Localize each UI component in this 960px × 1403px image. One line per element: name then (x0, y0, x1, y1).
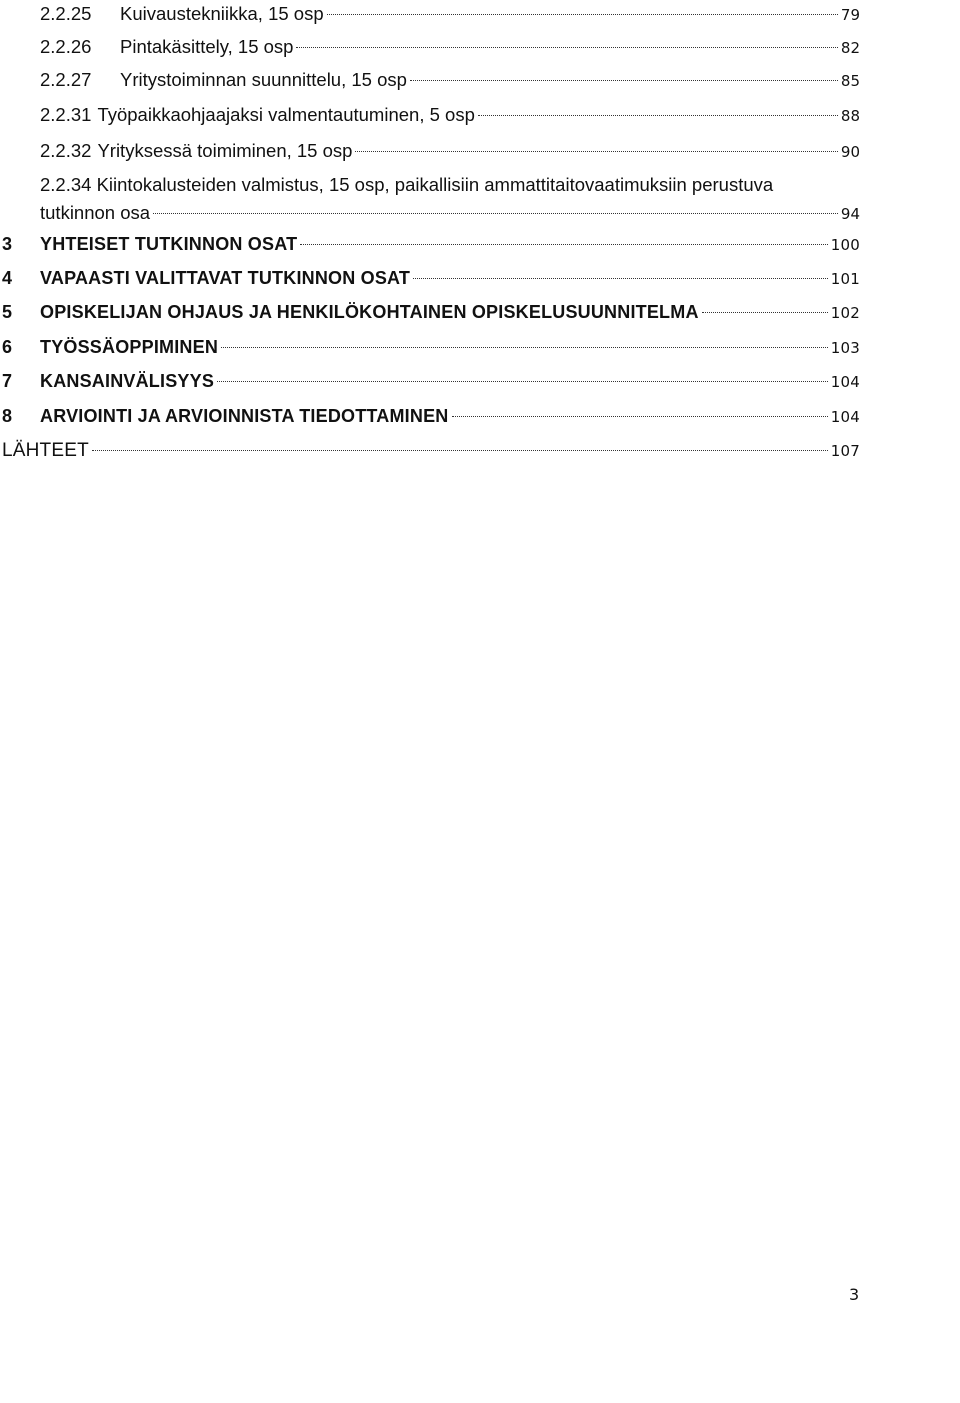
toc-chapter-entry[interactable] (0, 333, 860, 361)
toc-entry[interactable] (0, 137, 860, 165)
toc-chapter-page: 102 (830, 304, 860, 322)
toc-references-entry[interactable] (0, 437, 860, 465)
toc-entry-title: Kuivaustekniikka, 15 osp (120, 3, 324, 24)
toc-chapter-page: 104 (830, 408, 860, 426)
dot-leader (153, 213, 838, 214)
toc-chapter-entry[interactable] (0, 402, 860, 430)
toc-chapter-entry[interactable] (0, 264, 860, 292)
toc-chapter-entry[interactable] (0, 298, 860, 326)
dot-leader (327, 14, 838, 15)
toc-entry-wrapped[interactable] (40, 171, 860, 228)
toc-entry-page: 85 (840, 72, 860, 90)
toc-chapter-number: 4 (2, 268, 13, 288)
toc-entry-page: 82 (840, 39, 860, 57)
toc-chapter-page: 100 (830, 236, 860, 254)
toc-chapter-number: 6 (2, 337, 13, 357)
dot-leader (300, 244, 827, 245)
toc-chapter-number: 7 (2, 371, 13, 391)
toc-references-title: LÄHTEET (2, 440, 89, 461)
toc-entry-line1 (40, 171, 860, 199)
toc-chapter-entry[interactable] (0, 230, 860, 258)
dot-leader (217, 381, 828, 382)
toc-chapter-page: 104 (830, 373, 860, 391)
dot-leader (296, 47, 837, 48)
toc-chapter-title: YHTEISET TUTKINNON OSAT (40, 234, 298, 254)
toc-entry-number: 2.2.27 (40, 69, 92, 90)
toc-entry-title-continued: tutkinnon osa (40, 202, 151, 223)
toc-entry-line2 (40, 199, 860, 228)
dot-leader (452, 416, 828, 417)
toc-entry-number: 2.2.26 (40, 36, 92, 57)
toc-entry-title: Kiintokalusteiden valmistus, 15 osp, paikallisiin ammattitaitovaatimuksiin perustuva (96, 174, 774, 195)
toc-chapter-entry[interactable] (0, 367, 860, 395)
toc-entry[interactable] (0, 66, 860, 94)
toc-entry-title: Yritystoiminnan suunnittelu, 15 osp (120, 69, 407, 90)
toc-chapter-title: ARVIOINTI JA ARVIOINNISTA TIEDOTTAMINEN (40, 406, 449, 426)
toc-references-page: 107 (830, 442, 860, 460)
toc-entry-title: Yrityksessä toimiminen, 15 osp (97, 140, 353, 161)
toc-chapter-number: 8 (2, 406, 13, 426)
toc-chapter-number: 5 (2, 302, 13, 322)
dot-leader (92, 450, 828, 451)
toc-chapter-title: KANSAINVÄLISYYS (40, 371, 215, 391)
toc-entry-title: Pintakäsittely, 15 osp (120, 36, 294, 57)
toc-chapter-title: OPISKELIJAN OHJAUS JA HENKILÖKOHTAINEN OPISKELUSUUNNITELMA (40, 302, 699, 322)
dot-leader (221, 347, 828, 348)
dot-leader (478, 115, 838, 116)
toc-entry-page: 90 (840, 143, 860, 161)
page-number: 3 (849, 1285, 860, 1304)
toc-chapter-title: TYÖSSÄOPPIMINEN (40, 337, 219, 357)
toc-entry[interactable] (0, 101, 860, 129)
dot-leader (702, 312, 828, 313)
dot-leader (413, 278, 828, 279)
dot-leader (410, 80, 838, 81)
toc-chapter-page: 101 (830, 270, 860, 288)
toc-entry-page: 94 (840, 205, 860, 223)
toc-entry-number: 2.2.25 (40, 3, 92, 24)
toc-entry-number: 2.2.34 (40, 174, 92, 195)
toc-entry[interactable] (0, 33, 860, 61)
toc-chapter-title: VAPAASTI VALITTAVAT TUTKINNON OSAT (40, 268, 411, 288)
toc-entry-page: 79 (840, 6, 860, 24)
toc-entry-title: Työpaikkaohjaajaksi valmentautuminen, 5 osp (97, 104, 475, 125)
dot-leader (355, 151, 837, 152)
toc-chapter-number: 3 (2, 234, 13, 254)
toc-entry[interactable] (0, 0, 860, 28)
toc-entry-number: 2.2.31 (40, 104, 92, 125)
toc-entry-number: 2.2.32 (40, 140, 92, 161)
toc-chapter-page: 103 (830, 339, 860, 357)
toc-entry-page: 88 (840, 107, 860, 125)
